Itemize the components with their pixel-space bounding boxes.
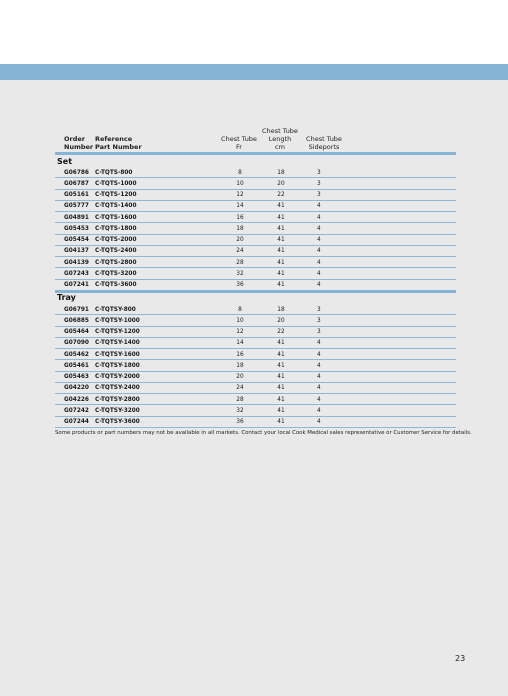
length-cell: 41 — [277, 419, 285, 425]
section-divider-set — [55, 152, 456, 155]
table-row — [55, 268, 456, 279]
order-number-cell: G05462 — [64, 351, 89, 358]
order-number-cell: G07241 — [64, 282, 89, 288]
part-number-cell: C-TQTSY-1600 — [95, 351, 140, 358]
header-fr-line2: Fr — [236, 143, 242, 151]
sideports-cell: 4 — [317, 270, 321, 277]
order-number-cell: G07090 — [64, 340, 89, 347]
sideports-cell: 4 — [317, 259, 321, 266]
part-number-cell: C-TQTS-1600 — [95, 214, 137, 221]
header-length-line1: Length — [268, 135, 292, 143]
part-number-cell: C-TQTS-2000 — [95, 237, 137, 243]
table-row — [55, 212, 456, 223]
sideports-cell: 4 — [317, 203, 321, 210]
length-cell: 41 — [277, 225, 285, 232]
order-number-cell: G05777 — [64, 203, 89, 210]
length-cell: 20 — [277, 180, 285, 187]
length-cell: 41 — [277, 385, 285, 392]
sideports-cell: 4 — [317, 407, 321, 414]
length-cell: 41 — [277, 374, 285, 380]
footnote: Some products or part numbers may not be available in all markets. Contact your local Cook Medical sales representative or Customer Service for details. — [55, 430, 472, 436]
part-number-cell: C-TQTSY-800 — [95, 306, 136, 313]
header-order-line2: Number — [64, 143, 94, 151]
sideports-cell: 3 — [317, 192, 321, 198]
table-row — [55, 235, 456, 246]
section-divider-tray — [55, 290, 456, 293]
header-sideports-line2: Sideports — [308, 143, 340, 151]
order-number-cell: G07244 — [64, 419, 89, 425]
length-cell: 41 — [277, 248, 285, 255]
order-number-cell: G05463 — [64, 374, 89, 380]
table-row — [55, 246, 456, 257]
order-number-cell: G05454 — [64, 237, 89, 243]
table-row — [55, 315, 456, 326]
sideports-cell: 4 — [317, 282, 321, 288]
sideports-cell: 4 — [317, 237, 321, 243]
table-row — [55, 178, 456, 189]
header-fr — [218, 135, 260, 151]
sideports-cell: 4 — [317, 362, 321, 369]
length-cell: 41 — [277, 203, 285, 210]
order-number-cell: G04139 — [64, 259, 89, 266]
fr-size-cell: 10 — [236, 317, 244, 324]
table-row — [55, 405, 456, 416]
page-number: 23 — [455, 654, 466, 663]
section-title-set: Set — [57, 157, 73, 166]
table-row — [55, 349, 456, 360]
header-reference-line2: Part Number — [95, 143, 142, 151]
table-row — [55, 223, 456, 234]
part-number-cell: C-TQTS-1200 — [95, 192, 137, 198]
part-number-cell: C-TQTSY-2800 — [95, 396, 140, 403]
sideports-cell: 3 — [317, 169, 321, 176]
part-number-cell: C-TQTS-1800 — [95, 225, 137, 232]
part-number-cell: C-TQTSY-1200 — [95, 329, 140, 335]
sideports-cell: 4 — [317, 396, 321, 403]
fr-size-cell: 28 — [236, 396, 244, 403]
fr-size-cell: 32 — [236, 270, 244, 277]
fr-size-cell: 14 — [236, 203, 244, 210]
length-cell: 18 — [277, 306, 285, 313]
fr-size-cell: 32 — [236, 407, 244, 414]
part-number-cell: C-TQTSY-1000 — [95, 317, 140, 324]
order-number-cell: G06885 — [64, 317, 89, 324]
fr-size-cell: 10 — [236, 180, 244, 187]
header-reference-line1: Reference — [95, 135, 133, 143]
section-title-tray: Tray — [57, 293, 76, 302]
fr-size-cell: 8 — [238, 306, 242, 313]
part-number-cell: C-TQTSY-2000 — [95, 374, 140, 380]
fr-size-cell: 12 — [236, 329, 244, 335]
sideports-cell: 4 — [317, 340, 321, 347]
order-number-cell: G05464 — [64, 329, 89, 335]
table-row — [55, 383, 456, 394]
order-number-cell: G05461 — [64, 362, 89, 369]
order-number-cell: G04137 — [64, 248, 89, 255]
header-length-line2: cm — [275, 143, 285, 151]
length-cell: 18 — [277, 169, 285, 176]
header-order-line1: Order — [64, 135, 85, 143]
sideports-cell: 3 — [317, 329, 321, 335]
sideports-cell: 4 — [317, 248, 321, 255]
fr-size-cell: 14 — [236, 340, 244, 347]
sideports-cell: 4 — [317, 214, 321, 221]
order-number-cell: G06791 — [64, 306, 89, 313]
table-row — [55, 360, 456, 371]
fr-size-cell: 36 — [236, 282, 244, 288]
part-number-cell: C-TQTSY-1800 — [95, 362, 140, 369]
table-row — [55, 417, 456, 428]
sideports-cell: 3 — [317, 317, 321, 324]
length-cell: 41 — [277, 396, 285, 403]
table-row — [55, 257, 456, 268]
table-row — [55, 167, 456, 178]
part-number-cell: C-TQTSY-3200 — [95, 407, 140, 414]
fr-size-cell: 18 — [236, 362, 244, 369]
set-rows — [55, 167, 456, 291]
order-number-cell: G04220 — [64, 385, 89, 392]
length-cell: 20 — [277, 317, 285, 324]
sideports-cell: 4 — [317, 374, 321, 380]
length-cell: 41 — [277, 259, 285, 266]
page-top-margin — [0, 0, 508, 64]
part-number-cell: C-TQTSY-3600 — [95, 419, 140, 425]
table-row — [55, 327, 456, 338]
order-number-cell: G05161 — [64, 192, 89, 198]
part-number-cell: C-TQTS-2800 — [95, 259, 137, 266]
sideports-cell: 4 — [317, 419, 321, 425]
sideports-cell: 4 — [317, 385, 321, 392]
part-number-cell: C-TQTSY-1400 — [95, 340, 140, 347]
fr-size-cell: 20 — [236, 374, 244, 380]
order-number-cell: G07242 — [64, 407, 89, 414]
fr-size-cell: 16 — [236, 351, 244, 358]
length-cell: 41 — [277, 214, 285, 221]
length-cell: 22 — [277, 329, 285, 335]
header-length-line0: Chest Tube — [262, 127, 298, 135]
length-cell: 22 — [277, 192, 285, 198]
order-number-cell: G06787 — [64, 180, 89, 187]
part-number-cell: C-TQTS-3200 — [95, 270, 137, 277]
fr-size-cell: 16 — [236, 214, 244, 221]
header-reference — [95, 135, 142, 151]
header-band — [0, 64, 508, 80]
length-cell: 41 — [277, 340, 285, 347]
table-row — [55, 304, 456, 315]
fr-size-cell: 24 — [236, 248, 244, 255]
table-row — [55, 201, 456, 212]
fr-size-cell: 28 — [236, 259, 244, 266]
part-number-cell: C-TQTS-2400 — [95, 248, 137, 255]
sideports-cell: 3 — [317, 306, 321, 313]
sideports-cell: 4 — [317, 351, 321, 358]
table-row — [55, 372, 456, 383]
order-number-cell: G04891 — [64, 214, 89, 221]
sideports-cell: 4 — [317, 225, 321, 232]
fr-size-cell: 36 — [236, 419, 244, 425]
order-number-cell: G04226 — [64, 396, 89, 403]
tray-rows — [55, 304, 456, 428]
length-cell: 41 — [277, 362, 285, 369]
table-row — [55, 338, 456, 349]
part-number-cell: C-TQTS-1000 — [95, 180, 137, 187]
order-number-cell: G05453 — [64, 225, 89, 232]
sideports-cell: 3 — [317, 180, 321, 187]
fr-size-cell: 24 — [236, 385, 244, 392]
part-number-cell: C-TQTSY-2400 — [95, 385, 140, 392]
length-cell: 41 — [277, 270, 285, 277]
fr-size-cell: 20 — [236, 237, 244, 243]
fr-size-cell: 18 — [236, 225, 244, 232]
table-row — [55, 190, 456, 201]
header-sideports-line1: Chest Tube — [306, 135, 342, 143]
fr-size-cell: 8 — [238, 169, 242, 176]
order-number-cell: G06786 — [64, 169, 89, 176]
length-cell: 41 — [277, 407, 285, 414]
header-fr-line1: Chest Tube — [221, 135, 257, 143]
header-length — [259, 127, 301, 151]
part-number-cell: C-TQTS-1400 — [95, 203, 137, 210]
table-row — [55, 394, 456, 405]
length-cell: 41 — [277, 237, 285, 243]
fr-size-cell: 12 — [236, 192, 244, 198]
length-cell: 41 — [277, 282, 285, 288]
order-number-cell: G07243 — [64, 270, 89, 277]
part-number-cell: C-TQTS-3600 — [95, 282, 137, 288]
header-order — [64, 135, 93, 151]
header-sideports — [302, 135, 346, 151]
part-number-cell: C-TQTS-800 — [95, 169, 133, 176]
length-cell: 41 — [277, 351, 285, 358]
